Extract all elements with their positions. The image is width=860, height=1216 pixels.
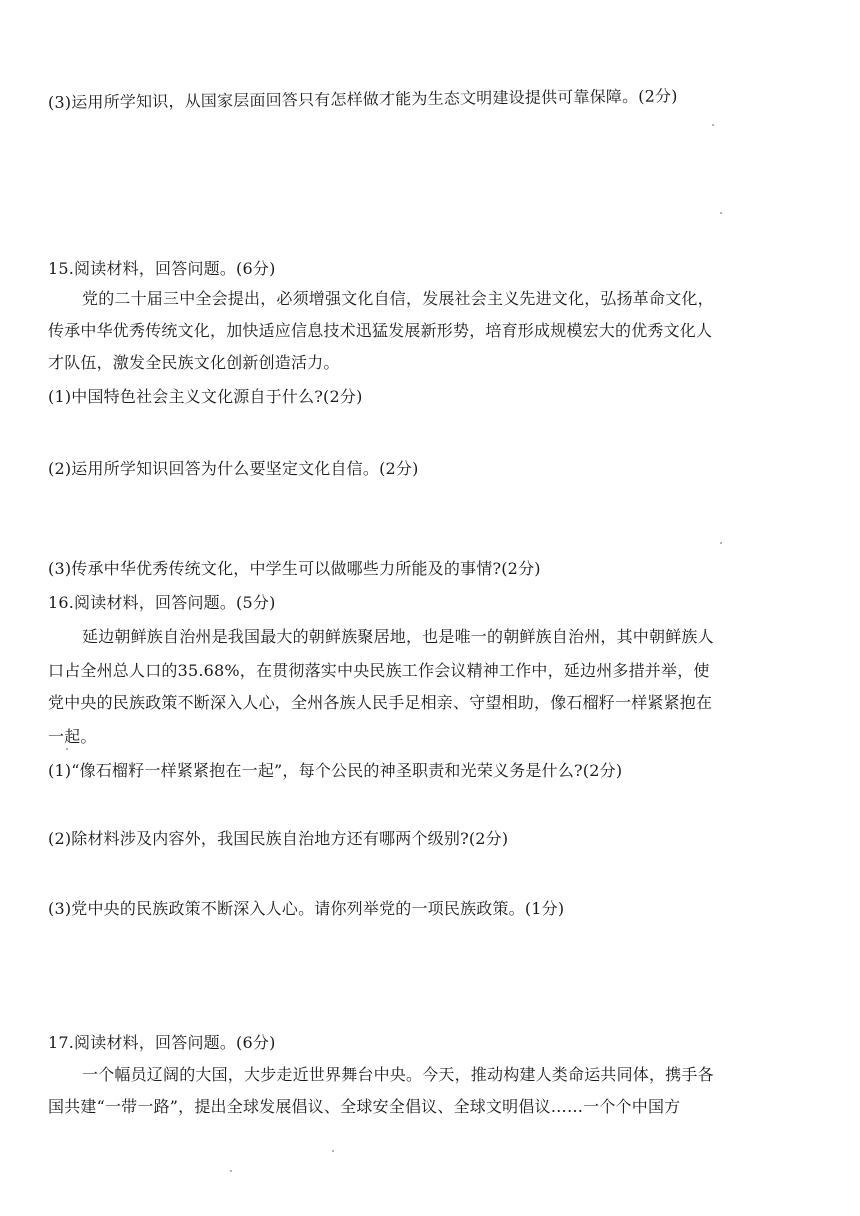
q16-material-line-4: 一起。 — [48, 727, 97, 746]
scan-speck — [66, 748, 68, 750]
q16-sub2: (2)除材料涉及内容外，我国民族自治地方还有哪两个级别?(2分) — [48, 829, 509, 848]
q16-heading: 16.阅读材料，回答问题。(5分) — [48, 593, 276, 612]
scan-speck — [230, 1170, 232, 1172]
q16-material-line-3: 党中央的民族政策不断深入人心，全州各族人民手足相亲、守望相助，像石榴籽一样紧紧抱在 — [48, 693, 713, 712]
q15-heading: 15.阅读材料，回答问题。(6分) — [48, 259, 276, 278]
q15-material-line-2: 传承中华优秀传统文化，加快适应信息技术迅猛发展新形势，培育形成规模宏大的优秀文化人 — [48, 321, 713, 340]
q15-sub3: (3)传承中华优秀传统文化，中学生可以做哪些力所能及的事情?(2分) — [48, 559, 541, 578]
q15-material-line-3: 才队伍，激发全民族文化创新创造活力。 — [48, 353, 340, 372]
q16-material-line-1: 延边朝鲜族自治州是我国最大的朝鲜族聚居地，也是唯一的朝鲜族自治州，其中朝鲜族人 — [82, 627, 714, 646]
scan-speck — [720, 212, 722, 214]
q16-material-line-2: 口占全州总人口的35.68%，在贯彻落实中央民族工作会议精神工作中，延边州多措并举，使 — [48, 661, 710, 680]
q16-sub3: (3)党中央的民族政策不断深入人心。请你列举党的一项民族政策。(1分) — [48, 899, 565, 918]
q15-material-line-1: 党的二十届三中全会提出，必须增强文化自信，发展社会主义先进文化，弘扬革命文化， — [82, 289, 714, 308]
q16-sub1: (1)“像石榴籽一样紧紧抱在一起”，每个公民的神圣职责和光荣义务是什么?(2分) — [48, 761, 623, 780]
scan-speck — [712, 124, 714, 126]
q17-heading: 17.阅读材料，回答问题。(6分) — [48, 1033, 276, 1052]
q17-material-line-2: 国共建“一带一路”，提出全球发展倡议、全球安全倡议、全球文明倡议……一个个中国方 — [48, 1097, 681, 1116]
q15-sub2: (2)运用所学知识回答为什么要坚定文化自信。(2分) — [48, 459, 419, 478]
q15-sub1: (1)中国特色社会主义文化源自于什么?(2分) — [48, 387, 363, 406]
q17-material-line-1: 一个幅员辽阔的大国，大步走近世界舞台中央。今天，推动构建人类命运共同体，携手各 — [82, 1065, 714, 1084]
scan-speck — [332, 1150, 334, 1152]
scan-speck — [720, 542, 722, 544]
q14-sub3: (3)运用所学知识，从国家层面回答只有怎样做才能为生态文明建设提供可靠保障。(2分) — [47, 86, 678, 112]
